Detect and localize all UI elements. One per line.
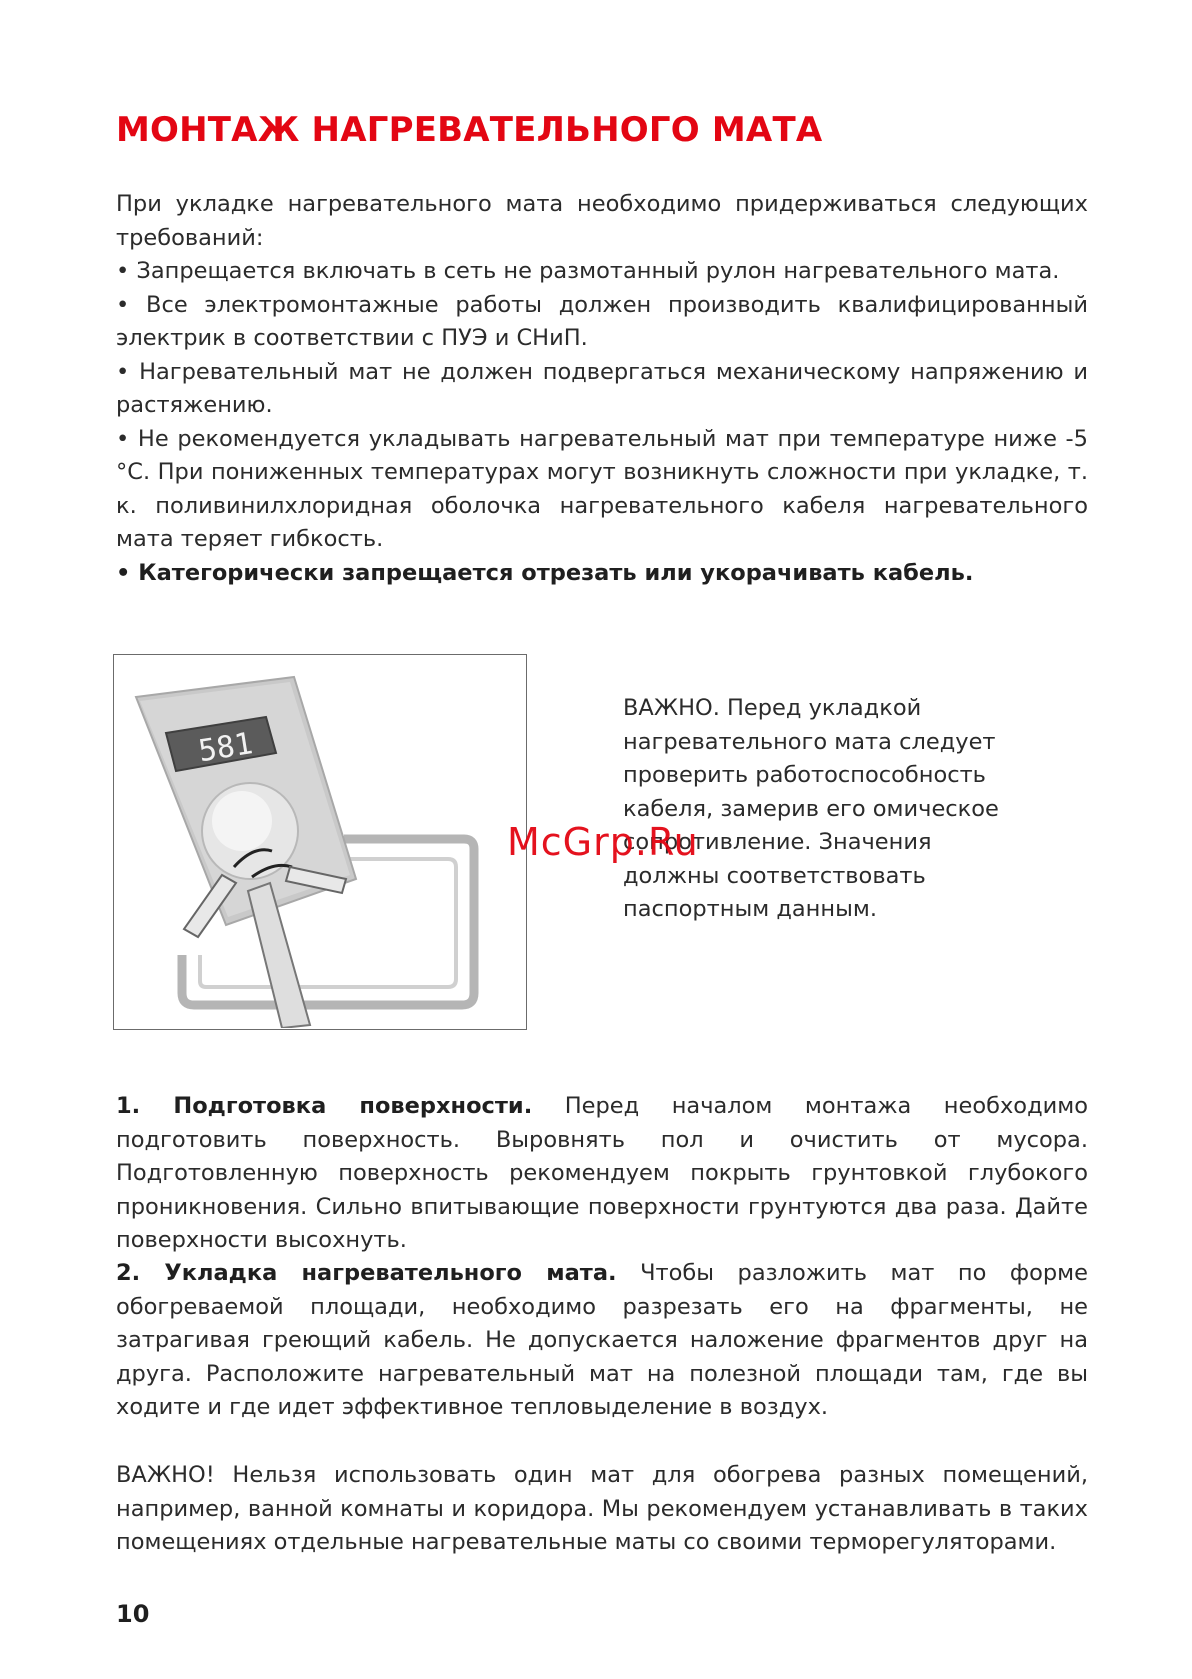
section-surface-preparation bbox=[116, 1090, 1088, 1258]
caption-line: проверить работоспособность bbox=[623, 762, 986, 788]
page-title: МОНТАЖ НАГРЕВАТЕЛЬНОГО МАТА bbox=[116, 110, 823, 150]
caption-line: нагревательного мата следует bbox=[623, 728, 996, 755]
multimeter-illustration bbox=[113, 654, 527, 1030]
requirement-item-bold: • Категорически запрещается отрезать или укорачивать кабель. bbox=[116, 559, 974, 586]
important-note bbox=[116, 1459, 1088, 1560]
caption-line: ВАЖНО. Перед укладкой bbox=[623, 695, 922, 721]
section-mat-laying bbox=[116, 1257, 1088, 1425]
section-heading: 1. Подготовка поверхности. bbox=[116, 1093, 533, 1119]
important-note-text: ВАЖНО! Нельзя использовать один мат для обогрева разных помещений, например, ванной комнаты и коридора. Мы рекомендуем устанавливать в таких помещениях отдельные нагревательные маты со своими терморегуляторами. bbox=[116, 1462, 1088, 1555]
multimeter-drawing bbox=[114, 655, 525, 1028]
page-number: 10 bbox=[116, 1600, 150, 1628]
section-heading: 2. Укладка нагревательного мата. bbox=[116, 1260, 617, 1286]
caption-line: сопротивление. Значения bbox=[623, 829, 932, 855]
section-text: Перед началом монтажа необходимо подготовить поверхность. Выровнять пол и очистить от мусора. Подготовленную поверхность рекомендуем покрыть грунтовкой глубокого проникновения. Сильно впитывающие поверхности грунтуются два раза. Дайте поверхности высохнуть. bbox=[116, 1093, 1088, 1253]
caption-line: паспортным данным. bbox=[623, 896, 877, 922]
caption-line: должны соответствовать bbox=[623, 862, 926, 889]
watermark: McGrp.Ru bbox=[507, 820, 699, 864]
requirement-item: • Все электромонтажные работы должен производить квалифицированный электрик в соответствии с ПУЭ и СНиП. bbox=[116, 291, 1088, 351]
caption-line: кабеля, замерив его омическое bbox=[623, 795, 999, 822]
requirement-item: • Запрещается включать в сеть не размотанный рулон нагревательного мата. bbox=[116, 258, 1060, 284]
display-value: 581 bbox=[196, 726, 256, 770]
requirements-lead: При укладке нагревательного мата необходимо придерживаться следующих требований: bbox=[116, 191, 1088, 251]
section-text: Чтобы разложить мат по форме обогреваемой площади, необходимо разрезать его на фрагменты, не затрагивая греющий кабель. Не допускается наложение фрагментов друг на друга. Расположите нагревательный мат на полезной площади там, где вы ходите и где идет эффективное тепловыделение в воздух. bbox=[116, 1260, 1088, 1420]
bottom-edge bbox=[0, 1672, 1192, 1679]
dial-highlight bbox=[212, 791, 272, 851]
important-caption bbox=[623, 692, 1023, 927]
requirements-block bbox=[116, 188, 1088, 590]
requirement-item: • Нагревательный мат не должен подвергаться механическому напряжению и растяжению. bbox=[116, 358, 1088, 418]
requirement-item: • Не рекомендуется укладывать нагревательный мат при температуре ниже -5 °С. При пониженных температурах могут возникнуть сложности при укладке, т. к. поливинилхлоридная оболочка нагревательного кабеля нагревательного мата теряет гибкость. bbox=[116, 425, 1088, 552]
